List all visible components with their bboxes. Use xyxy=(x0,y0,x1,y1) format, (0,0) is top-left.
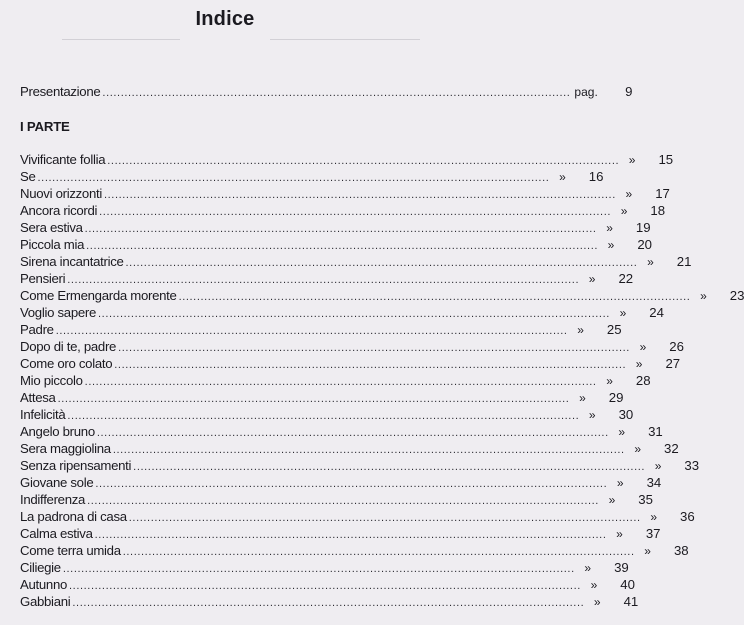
entry-title: Infelicità xyxy=(20,407,66,422)
toc-entry xyxy=(20,525,661,542)
page-number: 16 xyxy=(588,169,604,184)
toc-entry xyxy=(20,559,629,576)
dot-leader: ............................................................................................................................................ xyxy=(114,359,627,371)
page-number: 21 xyxy=(676,254,692,269)
page-number: 22 xyxy=(618,271,634,286)
entry-title: Piccola mia xyxy=(20,237,85,252)
toc-entry xyxy=(20,440,679,457)
toc-entry xyxy=(20,287,744,304)
toc-entry xyxy=(20,202,666,219)
toc-entry xyxy=(20,372,651,389)
page-number: 41 xyxy=(623,594,639,609)
entry-title: Sera maggiolina xyxy=(20,441,111,456)
page-number: 25 xyxy=(606,322,622,337)
entry-title: Se xyxy=(20,169,36,184)
toc-entry xyxy=(20,253,692,270)
ditto-mark: » xyxy=(654,459,662,473)
entry-title: Dopo di te, padre xyxy=(20,339,117,354)
ditto-mark: » xyxy=(606,221,613,235)
page-number: 33 xyxy=(684,458,700,473)
dot-leader: ............................................................................................................................................ xyxy=(104,189,616,201)
page-number: 39 xyxy=(614,560,629,575)
header-divider-left xyxy=(62,39,180,40)
ditto-mark: » xyxy=(559,170,566,184)
entry-title: Sera estiva xyxy=(20,220,83,235)
dot-leader: ............................................................................................................................................ xyxy=(133,461,646,473)
toc-entry xyxy=(20,389,624,406)
page-abbreviation: pag. xyxy=(574,85,598,99)
toc-entry xyxy=(20,542,689,559)
dot-leader: ............................................................................................................................................ xyxy=(125,257,638,269)
entry-title: Autunno xyxy=(20,577,68,592)
dot-leader: ............................................................................................................................................ xyxy=(95,478,608,490)
toc-entry xyxy=(20,576,635,593)
entry-title: Vivificante follia xyxy=(20,152,106,167)
ditto-mark: » xyxy=(607,238,615,252)
page-number: 18 xyxy=(650,203,666,218)
ditto-mark: » xyxy=(650,510,657,524)
entry-title: Nuovi orizzonti xyxy=(20,186,102,201)
ditto-mark: » xyxy=(588,408,596,422)
dot-leader: ............................................................................................................................................ xyxy=(67,410,580,422)
toc-entry xyxy=(20,423,663,440)
entry-title: Attesa xyxy=(20,390,56,405)
entry-title: Come oro colato xyxy=(20,356,113,371)
toc-entry xyxy=(20,219,651,236)
ditto-mark: » xyxy=(628,153,636,167)
dot-leader: ............................................................................................................................................ xyxy=(94,529,607,541)
entry-title: Angelo bruno xyxy=(20,424,95,439)
dot-leader: ............................................................................................................................................ xyxy=(72,597,585,609)
entry-title: Come terra umida xyxy=(20,543,121,558)
toc-entry xyxy=(20,270,634,287)
entry-title: Senza ripensamenti xyxy=(20,458,132,473)
page-number: 27 xyxy=(665,356,681,371)
toc-entry xyxy=(20,457,700,474)
page-number: 20 xyxy=(637,237,653,252)
dot-leader: ............................................................................................................................................ xyxy=(57,393,570,405)
ditto-mark: » xyxy=(618,425,626,439)
ditto-mark: » xyxy=(593,595,601,609)
dot-leader: ............................................................................................................................................ xyxy=(37,172,550,184)
dot-leader: ............................................................................................................................................ xyxy=(112,444,625,456)
toc-entry-presentation xyxy=(20,83,633,100)
entry-title: Calma estiva xyxy=(20,526,93,541)
page-number: 23 xyxy=(729,288,744,303)
page-number: 34 xyxy=(646,475,662,490)
entry-title: Ciliegie xyxy=(20,560,61,575)
ditto-mark: » xyxy=(616,476,624,490)
ditto-mark: » xyxy=(590,578,598,592)
toc-entry xyxy=(20,355,681,372)
ditto-mark: » xyxy=(639,340,647,354)
page-number: 17 xyxy=(655,186,670,201)
dot-leader: ................................................................................................................................ xyxy=(102,87,571,99)
dot-leader: ............................................................................................................................................ xyxy=(55,325,568,337)
page-number: 19 xyxy=(635,220,651,235)
page-number: 36 xyxy=(679,509,695,524)
ditto-mark: » xyxy=(606,374,613,388)
dot-leader: ............................................................................................................................................ xyxy=(118,342,630,354)
entry-title: Voglio sapere xyxy=(20,305,97,320)
ditto-mark: » xyxy=(577,323,584,337)
page-number: 35 xyxy=(638,492,653,507)
dot-leader: ............................................................................................................................................ xyxy=(87,495,599,507)
entry-title: Indifferenza xyxy=(20,492,86,507)
section-heading: I PARTE xyxy=(20,119,70,134)
toc-entry xyxy=(20,474,662,491)
header-divider-right xyxy=(270,39,420,40)
toc-entry xyxy=(20,593,639,610)
toc-entry xyxy=(20,406,634,423)
entry-title: Come Ermengarda morente xyxy=(20,288,177,303)
page-number: 29 xyxy=(608,390,624,405)
page-number: 9 xyxy=(625,84,633,99)
toc-entry xyxy=(20,508,695,525)
dot-leader: ............................................................................................................................................ xyxy=(96,427,609,439)
page-number: 15 xyxy=(658,152,674,167)
page-number: 40 xyxy=(620,577,635,592)
entry-title: Gabbiani xyxy=(20,594,71,609)
entry-title: Ancora ricordi xyxy=(20,203,98,218)
page-number: 32 xyxy=(664,441,679,456)
page-title: Indice xyxy=(195,8,255,30)
toc-entry xyxy=(20,321,622,338)
page-number: 28 xyxy=(635,373,651,388)
ditto-mark: » xyxy=(616,527,623,541)
entry-title: La padrona di casa xyxy=(20,509,127,524)
ditto-mark: » xyxy=(579,391,586,405)
ditto-mark: » xyxy=(647,255,654,269)
entry-title: Presentazione xyxy=(20,84,101,99)
page-number: 37 xyxy=(645,526,661,541)
ditto-mark: » xyxy=(588,272,596,286)
page-number: 26 xyxy=(669,339,684,354)
ditto-mark: » xyxy=(608,493,616,507)
page-number: 30 xyxy=(618,407,634,422)
dot-leader: ............................................................................................................................................ xyxy=(62,563,575,575)
toc-entry xyxy=(20,151,674,168)
entry-title: Padre xyxy=(20,322,54,337)
ditto-mark: » xyxy=(619,306,627,320)
page-number: 31 xyxy=(648,424,663,439)
ditto-mark: » xyxy=(644,544,651,558)
ditto-mark: » xyxy=(625,187,633,201)
toc-entry xyxy=(20,236,653,253)
ditto-mark: » xyxy=(635,357,643,371)
ditto-mark: » xyxy=(700,289,707,303)
dot-leader: ............................................................................................................................................ xyxy=(67,274,580,286)
dot-leader: ............................................................................................................................................ xyxy=(84,223,597,235)
dot-leader: ............................................................................................................................................ xyxy=(98,308,610,320)
dot-leader: ............................................................................................................................................ xyxy=(69,580,581,592)
toc-entry xyxy=(20,304,664,321)
dot-leader: ............................................................................................................................................ xyxy=(86,240,599,252)
dot-leader: ............................................................................................................................................ xyxy=(84,376,597,388)
dot-leader: ............................................................................................................................................ xyxy=(99,206,612,218)
dot-leader: ............................................................................................................................................ xyxy=(128,512,641,524)
entry-title: Sirena incantatrice xyxy=(20,254,124,269)
dot-leader: ............................................................................................................................................ xyxy=(107,155,620,167)
ditto-mark: » xyxy=(584,561,592,575)
toc-entry xyxy=(20,338,684,355)
entry-title: Giovane sole xyxy=(20,475,94,490)
page-number: 24 xyxy=(649,305,664,320)
page-number: 38 xyxy=(673,543,689,558)
dot-leader: ............................................................................................................................................ xyxy=(122,546,635,558)
ditto-mark: » xyxy=(620,204,628,218)
toc-entry xyxy=(20,185,670,202)
toc-entry xyxy=(20,491,653,508)
toc-list xyxy=(0,151,744,610)
ditto-mark: » xyxy=(634,442,642,456)
entry-title: Mio piccolo xyxy=(20,373,83,388)
entry-title: Pensieri xyxy=(20,271,66,286)
dot-leader: ............................................................................................................................................ xyxy=(178,291,691,303)
toc-entry xyxy=(20,168,604,185)
